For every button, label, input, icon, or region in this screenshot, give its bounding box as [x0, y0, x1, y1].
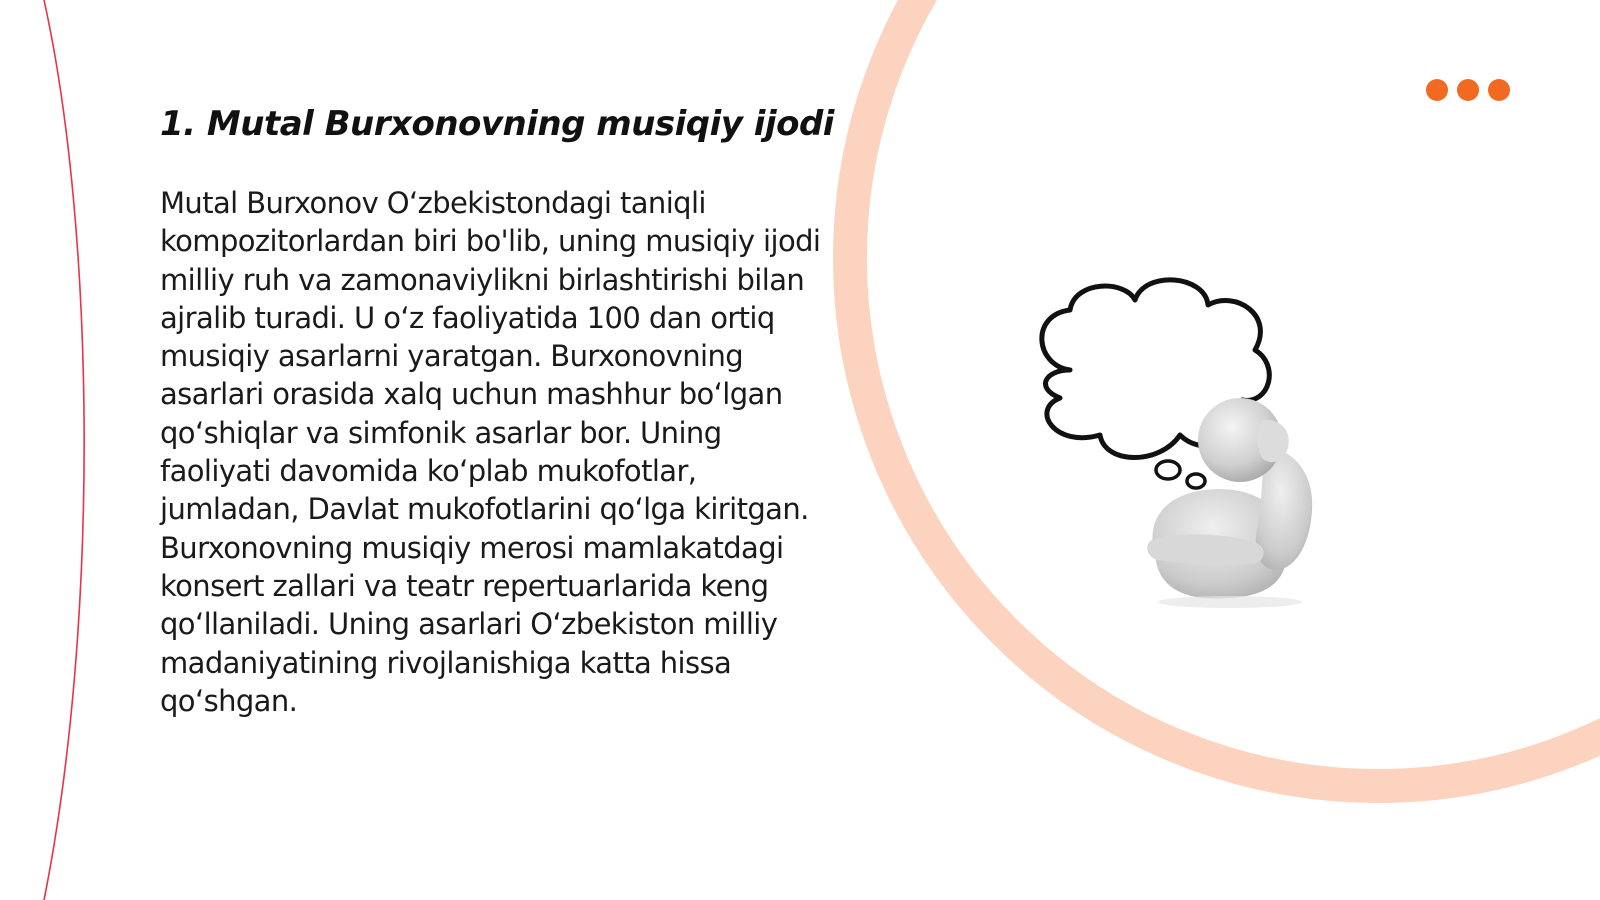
- thinking-person-with-thought-bubble-icon: [1030, 270, 1350, 620]
- slide-body-text: Mutal Burxonov O‘zbekistondagi taniqli kompozitorlardan biri bo'lib, uning musiqiy ijodi milliy ruh va zamonaviylikni birlashtirishi bilan ajralib turadi. U o‘z faoliyatida 100 dan ortiq musiqiy asarlarni yaratgan. Burxonovning asarlari orasida xalq uchun mashhur bo‘lgan qo‘shiqlar va simfonik asarlar bor. Uning faoliyati davomida ko‘plab mukofotlar, jumladan, Davlat mukofotlarini qo‘lga kiritgan. Burxonovning musiqiy merosi mamlakatdagi konsert zallari va teatr repertuarlarida keng qo‘llaniladi. Uning asarlari O‘zbekiston milliy madaniyatining rivojlanishiga katta hissa qo‘shgan.: [160, 186, 821, 718]
- dot-icon: [1426, 79, 1448, 101]
- thought-bubbles: [1156, 461, 1205, 488]
- dot-icon: [1457, 79, 1479, 101]
- decorative-dots: [1426, 79, 1516, 101]
- left-arc-line: [44, 0, 84, 900]
- dot-icon: [1488, 79, 1510, 101]
- slide-title: 1. Mutal Burxonovning musiqiy ijodi: [160, 104, 834, 144]
